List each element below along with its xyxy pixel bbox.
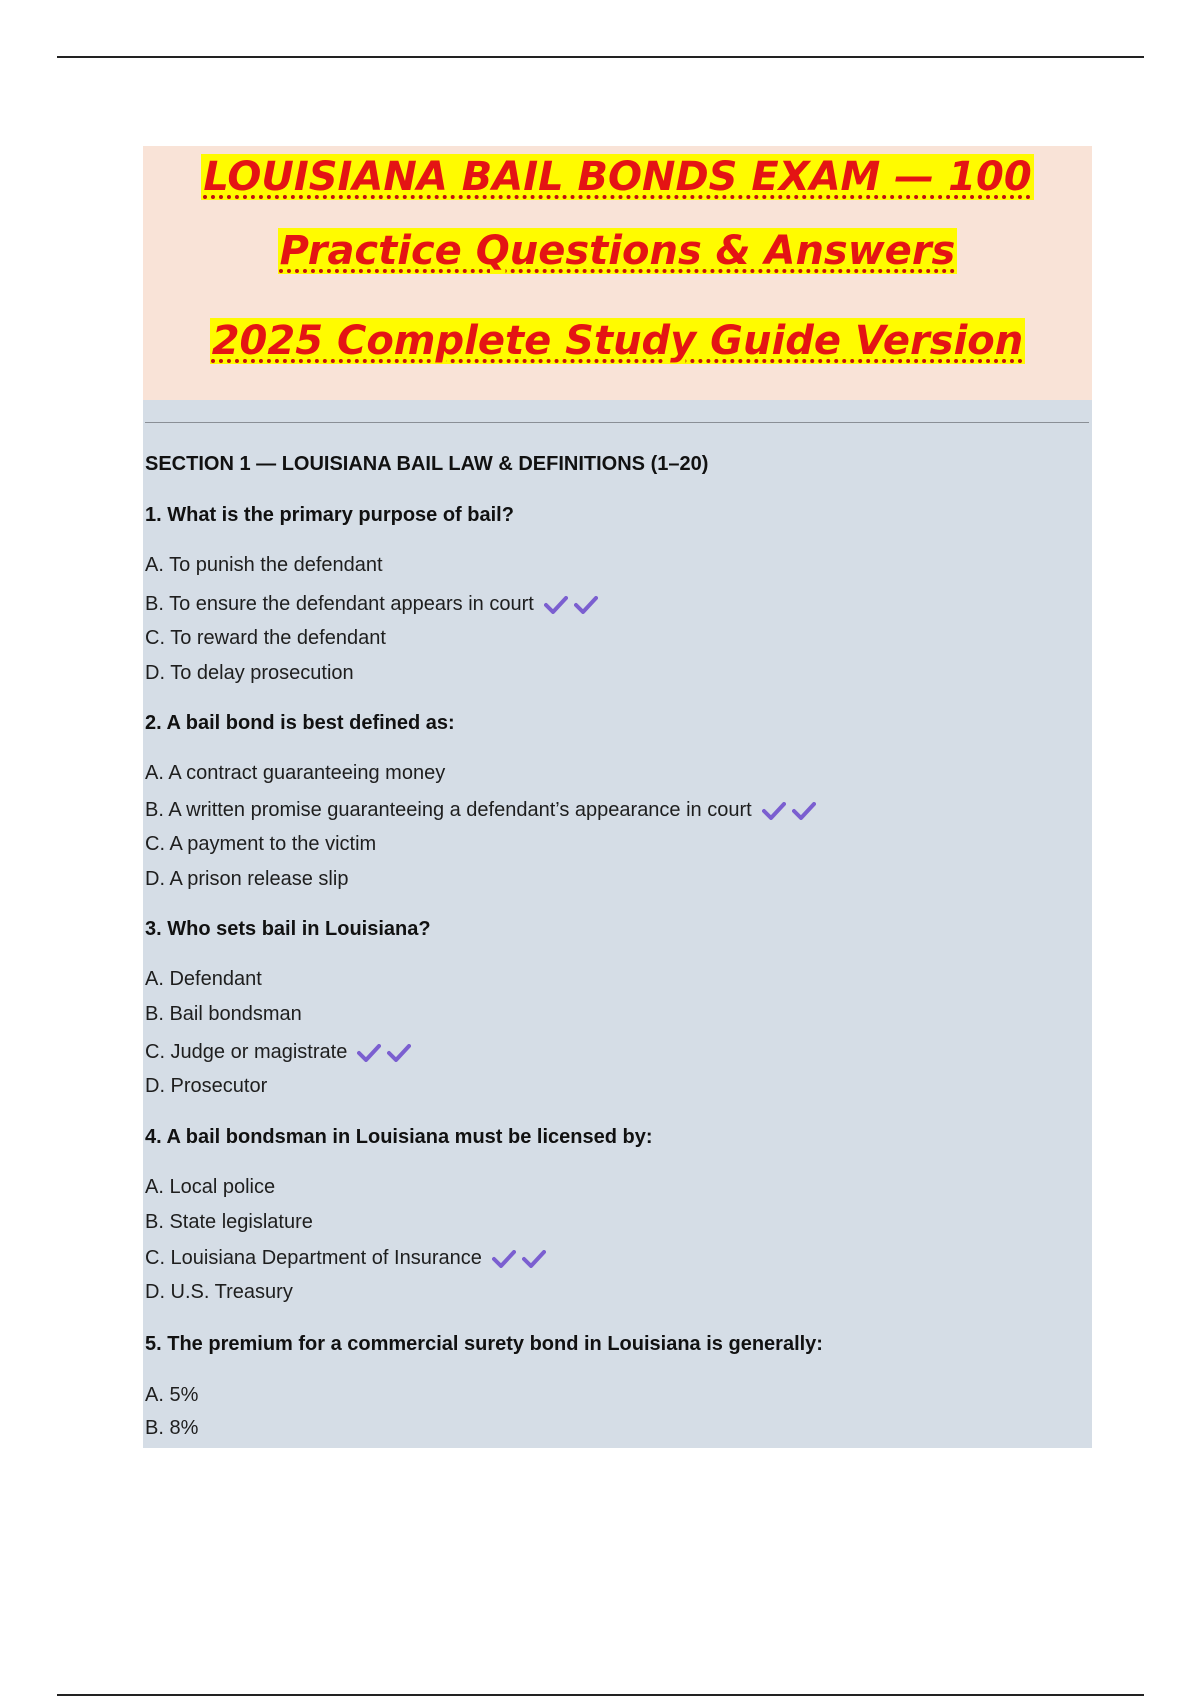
title-line-3: 2025 Complete Study Guide Version [211,318,1024,364]
check-icon [574,596,598,614]
q1-option-b: B. To ensure the defendant appears in court [145,592,604,617]
content-block [143,400,1092,1448]
q3-option-a: A. Defendant [145,968,262,990]
q4-option-d: D. U.S. Treasury [145,1281,293,1303]
check-icon [357,1044,381,1062]
q2-option-c: C. A payment to the victim [145,833,377,855]
answer-check-marks [544,593,604,617]
q1-option-a: A. To punish the defendant [145,554,383,576]
check-icon [522,1250,546,1268]
check-icon [492,1250,516,1268]
bottom-rule [57,1694,1144,1696]
q1-option-c: C. To reward the defendant [145,627,386,649]
q2-option-a: A. A contract guaranteeing money [145,762,446,784]
q1-option-d: D. To delay prosecution [145,662,354,684]
section-divider [145,422,1089,423]
check-icon [792,802,816,820]
q4-option-a: A. Local police [145,1176,276,1198]
q3-option-c: C. Judge or magistrate [145,1040,417,1065]
q4-option-c: C. Louisiana Department of Insurance [145,1246,552,1271]
q5-option-a: A. 5% [145,1384,199,1406]
title-line-2: Practice Questions & Answers [279,228,956,274]
question-4: 4. A bail bondsman in Louisiana must be licensed by: [145,1126,653,1148]
q4-option-b: B. State legislature [145,1211,313,1233]
q2-option-b: B. A written promise guaranteeing a defendant’s appearance in court [145,798,822,823]
answer-check-marks [492,1247,552,1271]
title-line-1: LOUISIANA BAIL BONDS EXAM — 100 [203,154,1032,200]
answer-check-marks [357,1041,417,1065]
q3-option-d: D. Prosecutor [145,1075,268,1097]
question-5: 5. The premium for a commercial surety bond in Louisiana is generally: [145,1333,823,1355]
title-block [143,146,1092,400]
section-heading: SECTION 1 — LOUISIANA BAIL LAW & DEFINITIONS (1–20) [145,453,709,475]
check-icon [387,1044,411,1062]
question-2: 2. A bail bond is best defined as: [145,712,455,734]
question-3: 3. Who sets bail in Louisiana? [145,918,431,940]
q5-option-b: B. 8% [145,1417,199,1439]
q3-option-b: B. Bail bondsman [145,1003,302,1025]
q2-option-d: D. A prison release slip [145,868,349,890]
answer-check-marks [762,799,822,823]
question-1: 1. What is the primary purpose of bail? [145,504,514,526]
check-icon [762,802,786,820]
top-rule [57,56,1144,58]
check-icon [544,596,568,614]
